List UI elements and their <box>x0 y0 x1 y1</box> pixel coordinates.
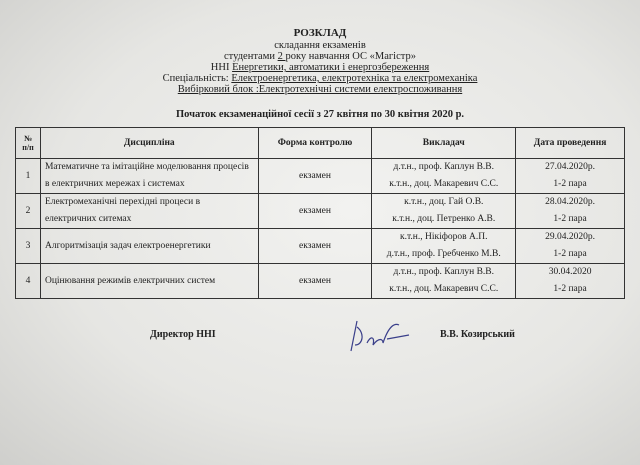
subtitle: складання екзаменів <box>274 40 366 51</box>
students-line <box>0 51 640 63</box>
discipline: Оцінювання режимів електричних систем <box>44 275 216 286</box>
director-name: В.В. Козирський <box>440 329 515 340</box>
teacher: к.т.н., Нікіфоров А.П. <box>400 232 488 242</box>
table-header <box>16 128 625 159</box>
teacher: к.т.н., доц. Макаревич С.С. <box>389 179 499 189</box>
table-row <box>16 229 625 264</box>
exam-period: 1-2 пара <box>553 284 587 294</box>
column-header: № п/п <box>16 128 41 159</box>
row-number: 2 <box>25 206 31 216</box>
exam-date: 30.04.2020 <box>548 267 592 277</box>
discipline: Електромеханічні перехідні процеси в <box>44 197 201 207</box>
row-number: 4 <box>25 276 31 286</box>
teacher: д.т.н., проф. Гребченко М.В. <box>386 249 501 259</box>
column-header: Дата проведення <box>516 128 625 159</box>
control-form: екзамен <box>298 276 331 286</box>
year: 2 <box>277 51 286 62</box>
director-title: Директор ННІ <box>150 329 216 340</box>
discipline: електричних ситемах <box>44 214 132 224</box>
column-header: Викладач <box>372 128 516 159</box>
schedule-table <box>15 127 625 299</box>
teacher: к.т.н., доц. Петренко А.В. <box>392 214 496 224</box>
exam-period: 1-2 пара <box>553 179 587 189</box>
column-header: Дисципліна <box>40 128 258 159</box>
label: студентами <box>224 51 278 62</box>
teacher: д.т.н., проф. Каплун В.В. <box>393 267 494 277</box>
teacher: д.т.н., проф. Каплун В.В. <box>393 162 494 172</box>
label: Спеціальність: <box>162 73 232 84</box>
teacher: к.т.н., доц. Гай О.В. <box>404 197 484 207</box>
elective-block: Вибірковий блок :Електротехнічні системи електроспоживання <box>177 84 463 95</box>
discipline: Алгоритмізація задач електроенергетики <box>44 240 211 251</box>
table-row <box>16 264 625 299</box>
specialty-line <box>0 73 640 85</box>
teacher: к.т.н., доц. Макаревич С.С. <box>389 284 499 294</box>
control-form: екзамен <box>298 206 331 216</box>
column-header: Форма контролю <box>258 128 372 159</box>
label: року навчання ОС «Магістр» <box>285 51 416 62</box>
control-form: екзамен <box>298 171 331 181</box>
discipline: в електричних мережах і системах <box>44 179 185 189</box>
label: ННІ <box>210 62 233 73</box>
signature <box>343 315 413 355</box>
exam-period: 1-2 пара <box>553 249 587 259</box>
exam-date: 27.04.2020р. <box>545 162 595 172</box>
document-title: РОЗКЛАД <box>293 27 347 39</box>
specialty: Електроенергетика, електротехніка та електромеханіка <box>231 73 478 84</box>
table-row <box>16 159 625 194</box>
institute: Енергетики, автоматики і енергозбереження <box>232 62 430 73</box>
exam-period: 1-2 пара <box>553 214 587 224</box>
session-dates: Початок екзаменаційної сесії з 27 квітня по 30 квітня 2020 р. <box>175 109 465 120</box>
row-number: 1 <box>25 171 31 181</box>
discipline: Математичне та імітаційне моделювання процесів <box>44 162 249 172</box>
control-form: екзамен <box>298 241 331 251</box>
exam-date: 28.04.2020р. <box>545 197 595 207</box>
row-number: 3 <box>25 241 31 251</box>
institute-line <box>0 62 640 74</box>
exam-date: 29.04.2020р. <box>545 232 595 242</box>
table-row <box>16 194 625 229</box>
